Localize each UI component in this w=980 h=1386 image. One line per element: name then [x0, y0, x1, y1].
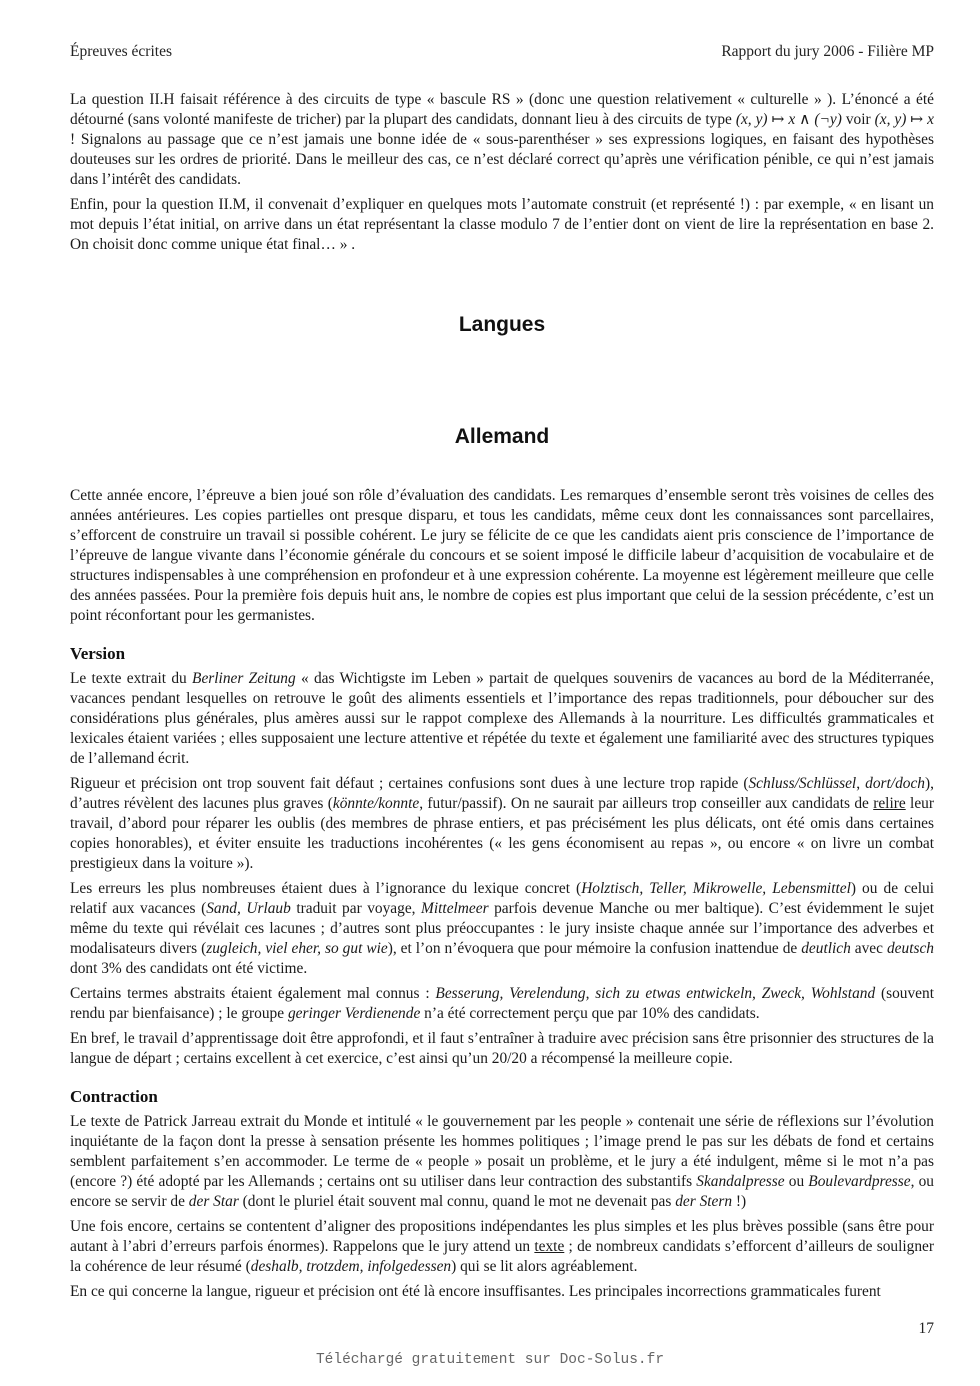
page-number: 17: [918, 1320, 934, 1337]
download-footer: Téléchargé gratuitement sur Doc-Solus.fr: [315, 1352, 665, 1368]
running-header-right: Rapport du jury 2006 - Filière MP: [721, 43, 934, 60]
paragraph-version-4: Certains termes abstraits étaient également mal connus : Besserung, Verelendung, sich zu etwas entwickeln, Zweck, Wohlstand (souvent rendu par bienfaisance) ; le groupe geringer Verdienende n’a été correctement perçu que par 10% des candidats.: [70, 985, 934, 1022]
paragraph-version-1: Le texte extrait du Berliner Zeitung « das Wichtigste im Leben » partait de quelques souvenirs de vacances au bord de la Méditerranée, vacances pendant lesquelles on retrouve le goût des aliments essentiels et l’importance des repas traditionnels, pour déboucher sur des considérations plus générales, plus amères aussi sur le rappot complexe des Allemands à la nourriture. Les difficultés grammaticales et lexicales étaient variées ; elles supposaient une lecture attentive et répétée du texte et également une familiarité avec des structures typiques de l’allemand écrit.: [70, 670, 934, 767]
paragraph-question-iim: Enfin, pour la question II.M, il convenait d’expliquer en quelques mots l’automate construit (et représenté !) : par exemple, « en lisant un mot depuis l’état initial, on arrive dans un état représentant la classe modulo 7 de l’entier dont on vient de lire la représentation en base 2. On choisit donc comme unique état final… » .: [70, 196, 934, 253]
paragraph-version-3: Les erreurs les plus nombreuses étaient dues à l’ignorance du lexique concret (Holztisch, Teller, Mikrowelle, Lebensmittel) ou de celui relatif aux vacances (Sand, Urlaub traduit par voyage, Mittelmeer parfois devenue Manche ou mer baltique). C’est évidemment le sujet même du texte qui révélait ces lacunes ; d’autres sont plus préoccupantes : le jury insiste chaque année sur l’importance des adverbes et modalisateurs divers (zugleich, viel eher, so gut wie), et l’on n’évoquera que pour mémoire la confusion inattendue de deutlich avec deutsch dont 3% des candidats ont été victime.: [70, 880, 935, 977]
math-expression: (x, y) ↦ x: [874, 111, 934, 128]
paragraph-version-5: En bref, le travail d’apprentissage doit être approfondi, et il faut s’entraîner à traduire avec précision sans être prisonnier des structures de la langue de départ ; certains excellent à cet exercice, c’est ainsi qu’un 20/20 a récompensé la meilleure copie.: [70, 1030, 934, 1067]
section-title-langues: Langues: [458, 313, 546, 336]
running-header-left: Épreuves écrites: [70, 43, 172, 60]
subsection-heading-contraction: Contraction: [70, 1087, 158, 1106]
section-title-allemand: Allemand: [454, 425, 550, 448]
page-body: [70, 90, 934, 1307]
paragraph-contraction-2: Une fois encore, certains se contentent d’aligner des propositions indépendantes les plus simples et les plus brèves possible (sans être pour autant à l’abri d’erreurs parfois énormes). Rappelons que le jury attend un texte ; de nombreux candidats s’efforcent d’ailleurs de souligner la cohérence de leur résumé (deshalb, trotzdem, infolgedessen) qui se lit alors agréablement.: [70, 1218, 934, 1275]
paragraph-contraction-3: En ce qui concerne la langue, rigueur et précision ont été là encore insuffisantes. Les principales incorrections grammaticales furent: [70, 1283, 881, 1300]
paragraph-contraction-1: Le texte de Patrick Jarreau extrait du Monde et intitulé « le gouvernement par les people » contenait une série de réflexions sur l’évolution inquiétante de la façon dont la presse à sensation présente les hommes politiques ; l’image prend le pas sur les débats de fond et certains semblent parfaitement s’en accommoder. Le terme de « people » posait un problème, et le jury a été indulgent, même si le mot n’a pas (encore ?) été adopté par les Allemands ; certains ont su utiliser dans leur contraction des substantifs Skandalpresse ou Boulevardpresse, ou encore se servir de der Star (dont le pluriel était souvent mal connu, quand le mot ne devenait pas der Stern !): [70, 1113, 934, 1210]
paragraph-version-2: Rigueur et précision ont trop souvent fait défaut ; certaines confusions sont dues à une lecture trop rapide (Schluss/Schlüssel, dort/doch), d’autres révèlent des lacunes plus graves (könnte/konnte, futur/passif). On ne saurait par ailleurs trop conseiller aux candidats de relire leur travail, d’abord pour réparer les oublis (des membres de phrase entiers, et pas précisément les plus délicats, ont été omis dans certaines copies honorables), et éviter ensuite les traductions incohérentes (« les gens économisent au repas », ou encore « on livre un combat prestigieux dans la voiture »).: [70, 775, 934, 872]
subsection-heading-version: Version: [70, 644, 126, 663]
paragraph-allemand-intro: Cette année encore, l’épreuve a bien joué son rôle d’évaluation des candidats. Les remarques d’ensemble seront très voisines de celles des années antérieures. Les copies partielles ont presque disparu, et tous les candidats, même ceux dont les connaissances sont parcellaires, s’efforcent de construire un travail si possible cohérent. Le jury se félicite de ce que les candidats aient pris conscience de l’importance de l’épreuve de langue vivante dans l’économie générale du concours et se soient imposé le difficile labeur d’acquisition de vocabulaire et de structures indispensables à une compréhension en profondeur et à une expression cohérente. La moyenne est légèrement meilleure que celle des années passées. Pour la première fois depuis huit ans, le nombre de copies est plus important que celui de la session précédente, c’est un point réconfortant pour les germanistes.: [70, 487, 934, 624]
math-expression: (x, y) ↦ x ∧ (¬y): [735, 111, 842, 128]
paragraph-question-iih: La question II.H faisait référence à des circuits de type « bascule RS » (donc une question relativement « culturelle » ). L’énoncé a été détourné (sans volonté manifeste de tricher) par la plupart des candidats, donnant lieu à des circuits de type (x, y) ↦ x ∧ (¬y) voir (x, y) ↦ x ! Signalons au passage que ce n’est jamais une bonne idée de « sous-parenthéser » ses expressions logiques, en faisant des hypothèses douteuses sur les ordres de priorité. Dans le meilleur des cas, ce n’est déclaré correct qu’après une vérification pénible, ce qui n’est jamais dans l’intérêt des candidats.: [70, 91, 934, 188]
